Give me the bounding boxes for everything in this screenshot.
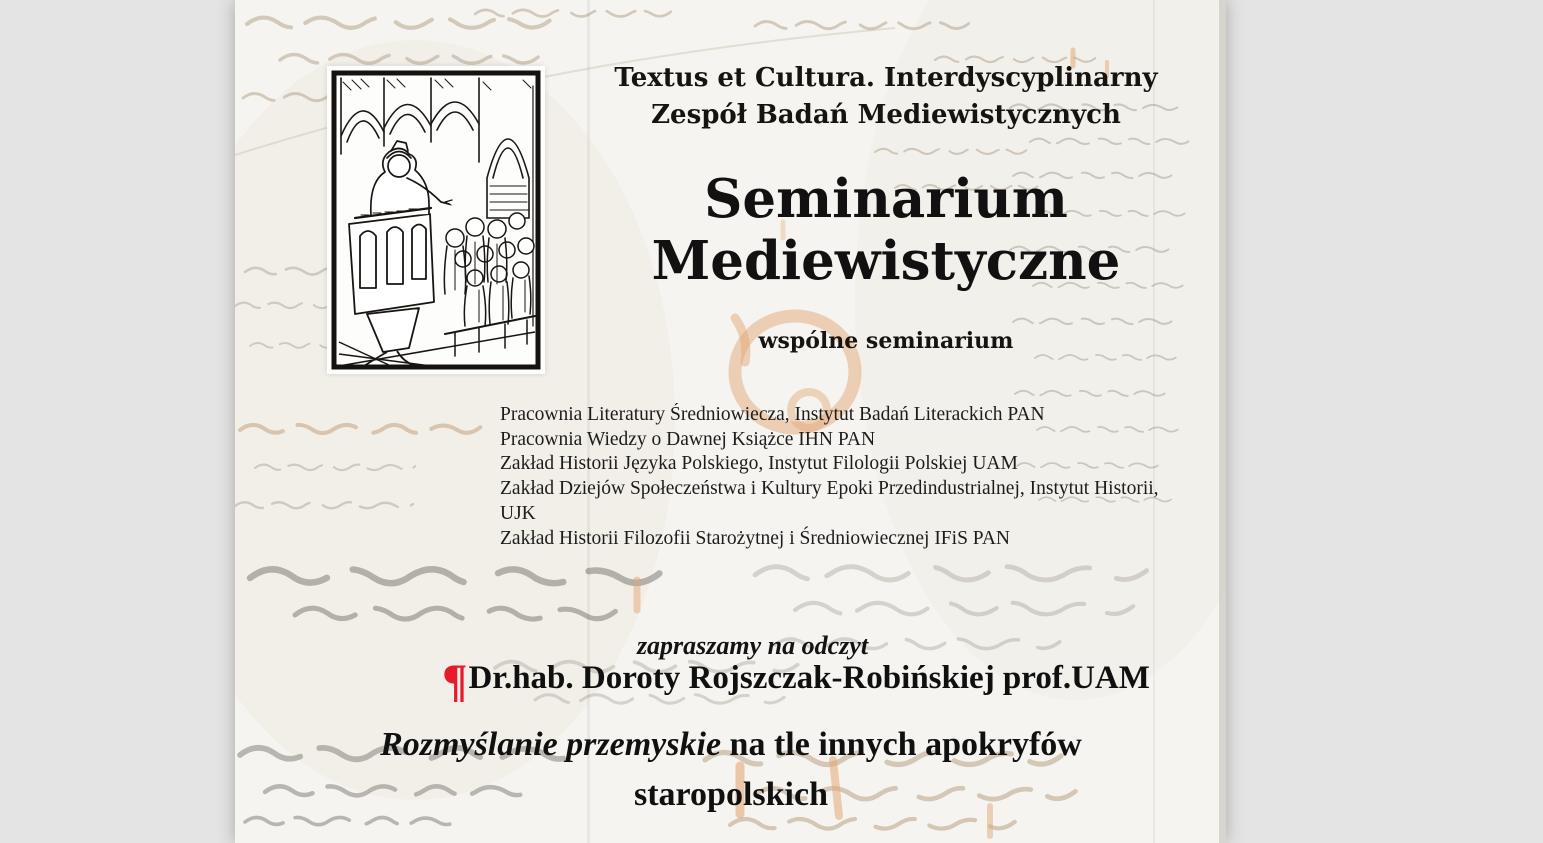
institution-line: UJK (500, 502, 536, 524)
seminar-subtitle: wspólne seminarium (758, 328, 1014, 354)
organization-line-2: Zespół Badań Mediewistycznych (651, 100, 1121, 130)
institution-line: Zakład Dziejów Społeczeństwa i Kultury Epoki Przedindustrialnej, Instytut Historii, (500, 478, 1159, 500)
organization-name (580, 60, 1192, 134)
institution-line: Pracownia Literatury Średniowiecza, Instytut Badań Literackich PAN (500, 404, 1045, 425)
invitation-line: zapraszamy na odczyt (636, 631, 869, 660)
lecture-title (320, 720, 1142, 820)
institution-line: Zakład Historii Języka Polskiego, Instytut Filologii Polskiej UAM (500, 453, 1018, 475)
lecture-title-rest: na tle innych apokryfów staropolskich (634, 726, 1082, 813)
institutions-list (500, 403, 1159, 551)
speaker-name: Dr.hab. Doroty Rojszczak-Robińskiej prof.UAM (468, 660, 1150, 696)
institution-line: Pracownia Wiedzy o Dawnej Książce IHN PAN (500, 428, 876, 450)
lecture-title-italic: Rozmyślanie przemyskie (380, 726, 722, 763)
organization-line-1: Textus et Cultura. Interdyscyplinarny (614, 63, 1158, 93)
speaker-line (365, 655, 1226, 707)
pilcrow-icon: ¶ (442, 655, 468, 707)
seminar-title: Seminarium Mediewistyczne (651, 168, 1121, 292)
institution-line: Zakład Historii Filozofii Starożytnej i Średniowiecznej IFiS PAN (500, 527, 1011, 549)
poster-page (235, 0, 1226, 843)
woodcut-lecture-illustration (327, 66, 545, 374)
